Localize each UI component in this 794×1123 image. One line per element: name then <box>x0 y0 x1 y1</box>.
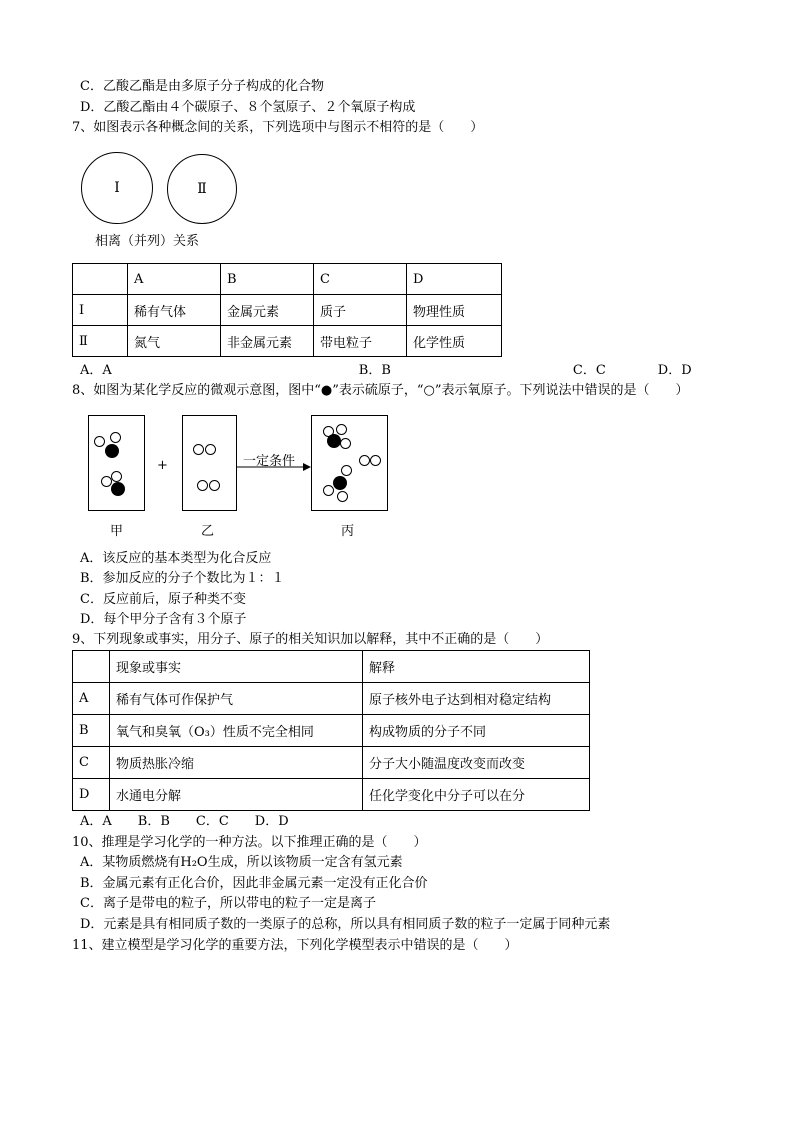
circle-two <box>167 154 237 224</box>
oxygen-atom <box>336 424 347 435</box>
oxygen-atom <box>370 455 381 466</box>
table-cell: 解释 <box>363 651 590 683</box>
table-cell: 原子核外电子达到相对稳定结构 <box>363 683 590 715</box>
q6-option-c: C．乙酸乙酯是由多原子分子构成的化合物 <box>80 79 324 94</box>
table-row <box>73 651 590 683</box>
q8-option-b: B．参加反应的分子个数比为１：１ <box>80 571 285 586</box>
table-cell: 构成物质的分子不同 <box>363 715 590 747</box>
label-jia: 甲 <box>110 524 124 539</box>
table-cell <box>73 651 110 683</box>
table-cell: 氮气 <box>128 326 221 357</box>
table-cell: Ⅱ <box>73 326 128 357</box>
q7-caption: 相离（并列）关系 <box>95 234 200 249</box>
table-cell: B <box>221 264 314 295</box>
table-cell: 质子 <box>314 295 407 326</box>
q10-question: 10、推理是学习化学的一种方法。以下推理正确的是（ ） <box>72 835 427 850</box>
oxygen-atom <box>110 432 121 443</box>
q7-question: 7、如图表示各种概念间的关系，下列选项中与图示不相符的是（ ） <box>72 120 484 135</box>
table-cell: 金属元素 <box>221 295 314 326</box>
table-cell: B <box>73 715 110 747</box>
label-bing: 丙 <box>341 524 355 539</box>
oxygen-atom <box>94 436 105 447</box>
oxygen-atom <box>111 471 122 482</box>
table-cell: 物理性质 <box>407 295 502 326</box>
oxygen-atom <box>197 480 208 491</box>
table-cell: Ⅰ <box>73 295 128 326</box>
oxygen-atom <box>359 455 370 466</box>
q8-question: 8、如图为某化学反应的微观示意图，图中“●”表示硫原子，“○”表示氧原子。下列说法中错误的是（ ） <box>72 383 689 398</box>
q9-question: 9、下列现象或事实，用分子、原子的相关知识加以解释，其中不正确的是（ ） <box>72 632 549 647</box>
sulfur-atom <box>111 482 125 496</box>
oxygen-atom <box>341 465 352 476</box>
oxygen-atom <box>337 491 348 502</box>
box-yi <box>182 415 237 511</box>
table-cell: 水通电分解 <box>110 779 363 811</box>
q9-table <box>72 650 590 811</box>
q8-option-c: C．反应前后，原子种类不变 <box>80 592 246 607</box>
table-cell: 任化学变化中分子可以在分 <box>363 779 590 811</box>
table-row <box>73 326 502 357</box>
table-cell: A <box>73 683 110 715</box>
table-cell: 非金属元素 <box>221 326 314 357</box>
circle-one <box>81 152 153 224</box>
table-cell: 物质热胀冷缩 <box>110 747 363 779</box>
q10-option-b: B．金属元素有正化合价，因此非金属元素一定没有正化合价 <box>80 876 428 891</box>
label-yi: 乙 <box>201 524 215 539</box>
table-row <box>73 683 590 715</box>
sulfur-atom <box>105 444 119 458</box>
oxygen-atom <box>209 480 220 491</box>
table-cell: 氧气和臭氧（O₃）性质不完全相同 <box>110 715 363 747</box>
table-cell: D <box>407 264 502 295</box>
table-row <box>73 715 590 747</box>
table-cell: 现象或事实 <box>110 651 363 683</box>
reaction-arrow <box>237 462 311 472</box>
sulfur-atom <box>333 476 347 490</box>
q7-table <box>72 263 502 357</box>
table-row <box>73 295 502 326</box>
table-cell: 带电粒子 <box>314 326 407 357</box>
circle-one-label: Ⅰ <box>114 180 120 196</box>
oxygen-atom <box>323 485 334 496</box>
table-cell: 分子大小随温度改变而改变 <box>363 747 590 779</box>
table-cell: C <box>73 747 110 779</box>
q11-question: 11、建立模型是学习化学的重要方法，下列化学模型表示中错误的是（ ） <box>72 938 518 953</box>
circle-two-label: Ⅱ <box>197 181 207 197</box>
table-row <box>73 747 590 779</box>
table-cell <box>73 264 128 295</box>
box-bing <box>311 415 388 511</box>
table-cell: 稀有气体可作保护气 <box>110 683 363 715</box>
q10-option-d: D．元素是具有相同质子数的一类原子的总称，所以具有相同质子数的粒子一定属于同种元素 <box>80 917 611 932</box>
oxygen-atom <box>193 444 204 455</box>
oxygen-atom <box>205 444 216 455</box>
table-cell: 稀有气体 <box>128 295 221 326</box>
q10-option-c: C．离子是带电的粒子，所以带电的粒子一定是离子 <box>80 896 376 911</box>
q10-option-a: A．某物质燃烧有H₂O生成，所以该物质一定含有氢元素 <box>80 855 403 870</box>
table-cell: C <box>314 264 407 295</box>
oxygen-atom <box>340 438 351 449</box>
table-cell: 化学性质 <box>407 326 502 357</box>
q8-option-d: D．每个甲分子含有３个原子 <box>80 612 247 627</box>
table-cell: A <box>128 264 221 295</box>
plus-sign: + <box>157 458 168 473</box>
q8-option-a: A．该反应的基本类型为化合反应 <box>80 551 272 566</box>
table-cell: D <box>73 779 110 811</box>
sulfur-atom <box>327 434 341 448</box>
q7-answers: A．A B．B C．C D．D <box>80 363 692 378</box>
table-row <box>73 264 502 295</box>
q6-option-d: D．乙酸乙酯由４个碳原子、８个氢原子、２个氧原子构成 <box>80 100 416 115</box>
q9-answers: A．A B．B C．C D．D <box>80 814 289 829</box>
condition-label: 一定条件 <box>243 454 296 469</box>
box-jia <box>88 415 145 511</box>
table-row <box>73 779 590 811</box>
